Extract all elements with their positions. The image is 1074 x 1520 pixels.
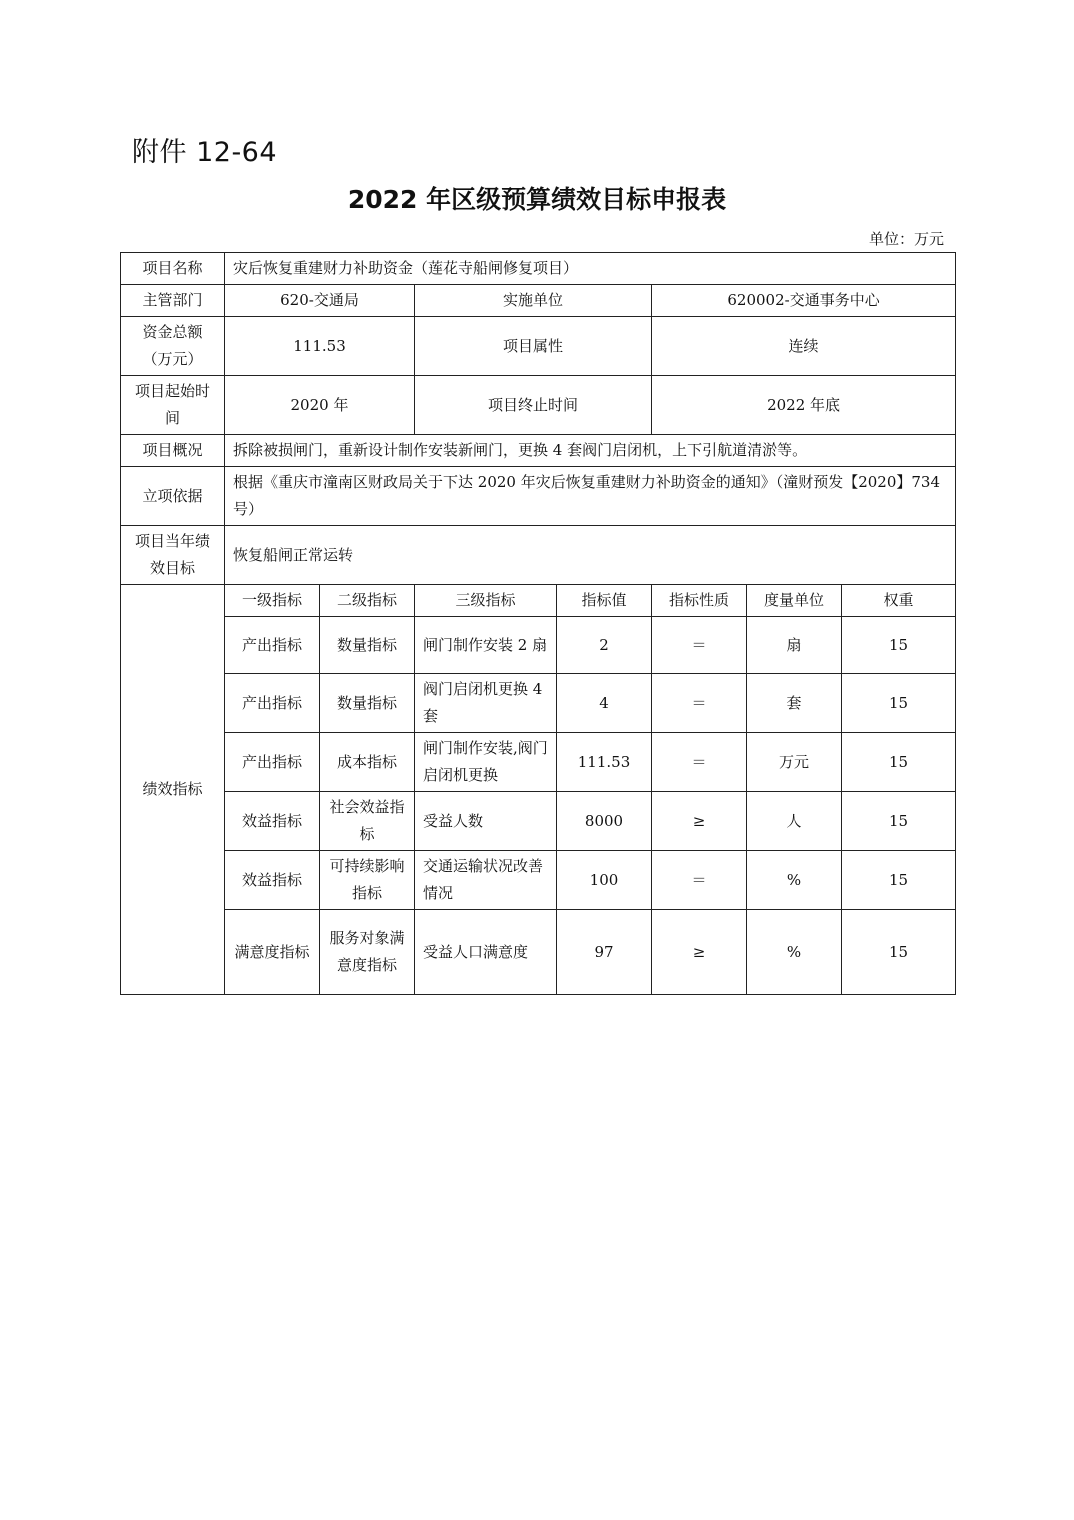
- perf-nature: ≥: [652, 792, 747, 851]
- dept-value: 620-交通局: [225, 285, 415, 317]
- perf-unit: 套: [747, 674, 842, 733]
- start-label: 项目起始时间: [121, 376, 225, 435]
- impl-label: 实施单位: [415, 285, 652, 317]
- overview-value: 拆除被损闸门，重新设计制作安装新闸门，更换 4 套阀门启闭机，上下引航道清淤等。: [225, 435, 956, 467]
- perf-row: [121, 851, 956, 910]
- perf-level1: 效益指标: [225, 792, 320, 851]
- perf-header-cell: 二级指标: [320, 585, 415, 617]
- perf-header-cell: 指标值: [557, 585, 652, 617]
- attachment-number: 附件 12-64: [132, 137, 278, 168]
- impl-value: 620002-交通事务中心: [652, 285, 956, 317]
- project-name-label: 项目名称: [121, 253, 225, 285]
- perf-row: [121, 733, 956, 792]
- perf-header-row: [121, 585, 956, 617]
- perf-nature: ＝: [652, 733, 747, 792]
- perf-value: 4: [557, 674, 652, 733]
- goal-label: 项目当年绩效目标: [121, 526, 225, 585]
- attr-value: 连续: [652, 317, 956, 376]
- perf-level2: 数量指标: [320, 617, 415, 674]
- perf-label: 绩效指标: [121, 585, 225, 995]
- perf-weight: 15: [842, 910, 956, 995]
- row-project-name: [121, 253, 956, 285]
- start-value: 2020 年: [225, 376, 415, 435]
- perf-header-cell: 指标性质: [652, 585, 747, 617]
- perf-header-cell: 权重: [842, 585, 956, 617]
- perf-unit: 人: [747, 792, 842, 851]
- perf-unit: %: [747, 910, 842, 995]
- perf-level2: 可持续影响指标: [320, 851, 415, 910]
- perf-level2: 成本指标: [320, 733, 415, 792]
- perf-weight: 15: [842, 617, 956, 674]
- perf-header-cell: 一级指标: [225, 585, 320, 617]
- perf-value: 97: [557, 910, 652, 995]
- project-name-value: 灾后恢复重建财力补助资金（莲花寺船闸修复项目）: [225, 253, 956, 285]
- perf-level2: 服务对象满意度指标: [320, 910, 415, 995]
- perf-level1: 产出指标: [225, 617, 320, 674]
- perf-row: [121, 674, 956, 733]
- basis-label: 立项依据: [121, 467, 225, 526]
- perf-level3: 受益人口满意度: [415, 910, 557, 995]
- row-goal: [121, 526, 956, 585]
- perf-level1: 产出指标: [225, 733, 320, 792]
- row-department: [121, 285, 956, 317]
- end-value: 2022 年底: [652, 376, 956, 435]
- row-time: [121, 376, 956, 435]
- perf-nature: ＝: [652, 674, 747, 733]
- basis-value: 根据《重庆市潼南区财政局关于下达 2020 年灾后恢复重建财力补助资金的通知》（潼财预发【2020】734 号）: [225, 467, 956, 526]
- perf-unit: %: [747, 851, 842, 910]
- perf-level3: 交通运输状况改善情况: [415, 851, 557, 910]
- perf-header-cell: 度量单位: [747, 585, 842, 617]
- perf-nature: ＝: [652, 617, 747, 674]
- perf-value: 111.53: [557, 733, 652, 792]
- perf-unit: 万元: [747, 733, 842, 792]
- end-label: 项目终止时间: [415, 376, 652, 435]
- perf-nature: ≥: [652, 910, 747, 995]
- perf-level3: 闸门制作安装 2 扇: [415, 617, 557, 674]
- perf-level2: 社会效益指标: [320, 792, 415, 851]
- perf-value: 100: [557, 851, 652, 910]
- perf-row: [121, 792, 956, 851]
- perf-level1: 效益指标: [225, 851, 320, 910]
- perf-weight: 15: [842, 792, 956, 851]
- perf-nature: ＝: [652, 851, 747, 910]
- perf-weight: 15: [842, 674, 956, 733]
- row-basis: [121, 467, 956, 526]
- perf-level3: 阀门启闭机更换 4 套: [415, 674, 557, 733]
- perf-level3: 闸门制作安装,阀门启闭机更换: [415, 733, 557, 792]
- page-title: 2022 年区级预算绩效目标申报表: [347, 185, 727, 214]
- perf-level1: 产出指标: [225, 674, 320, 733]
- perf-level3: 受益人数: [415, 792, 557, 851]
- row-overview: [121, 435, 956, 467]
- budget-target-table: [120, 252, 956, 995]
- perf-row: [121, 910, 956, 995]
- overview-label: 项目概况: [121, 435, 225, 467]
- perf-level1: 满意度指标: [225, 910, 320, 995]
- perf-level2: 数量指标: [320, 674, 415, 733]
- perf-value: 8000: [557, 792, 652, 851]
- attr-label: 项目属性: [415, 317, 652, 376]
- dept-label: 主管部门: [121, 285, 225, 317]
- perf-weight: 15: [842, 733, 956, 792]
- goal-value: 恢复船闸正常运转: [225, 526, 956, 585]
- funds-label: 资金总额（万元）: [121, 317, 225, 376]
- unit-note: 单位：万元: [868, 230, 944, 248]
- perf-unit: 扇: [747, 617, 842, 674]
- perf-value: 2: [557, 617, 652, 674]
- funds-value: 111.53: [225, 317, 415, 376]
- perf-header-cell: 三级指标: [415, 585, 557, 617]
- perf-row: [121, 617, 956, 674]
- perf-weight: 15: [842, 851, 956, 910]
- row-funds: [121, 317, 956, 376]
